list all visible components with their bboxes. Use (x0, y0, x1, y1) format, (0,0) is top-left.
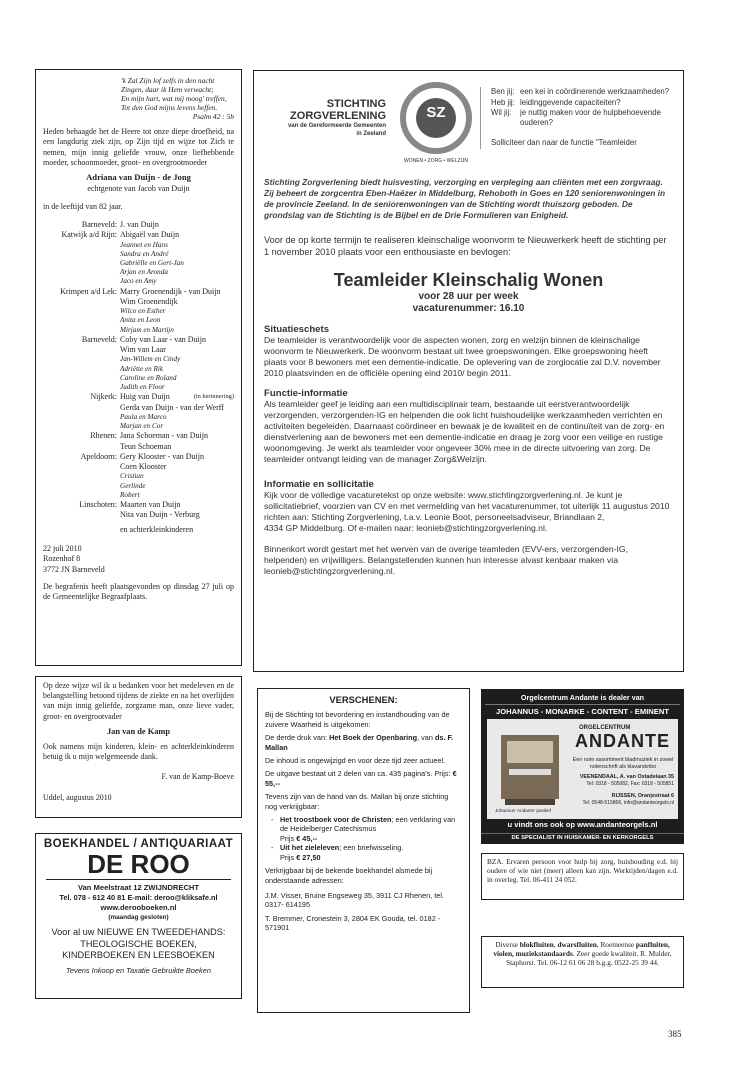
family-place (43, 462, 120, 472)
text-part: , van (417, 733, 435, 743)
family-place: Linschoten: (79, 500, 117, 510)
organ-logo-small: ORGELCENTRUM (579, 725, 631, 731)
job-intro: Stichting Zorgverlening biedt huisvesting, verzorging en verpleging aan cliënten met een zorgvraag. Zij beheert de zorgcentra Eben-Haëzer in Middelburg, Rehoboth in Goes en 120 seniorenwoningen in de provincie Zeeland. In de seniorenwoningen van de Stichting wordt thuiszorg geboden. De grondslag van de Stichting is de Bijbel en de Drie Formulieren van Enigheid. (264, 177, 666, 220)
logo-title: STICHTING (326, 98, 386, 110)
family-place (43, 442, 120, 452)
verse-line: Tot den God mijns levens heffen. (121, 103, 218, 112)
family-place: Nijkerk: (90, 392, 117, 402)
section-heading: Functie-informatie (264, 388, 348, 399)
address-line: Rozenhof 8 (43, 554, 81, 564)
job-vacancy: vacaturenummer: 16.10 (412, 303, 525, 314)
grandchildren: Gerlinde (120, 481, 146, 490)
family-name: Maarten van Duijn (120, 500, 181, 510)
verse (121, 76, 234, 121)
family-row (43, 230, 234, 240)
age-line: in de leeftijd van 82 jaar. (43, 201, 123, 211)
grandchildren: Adriëtte en Rik (120, 364, 164, 373)
contact-address: J.M. Visser, Bruine Engseweg 35, 3911 CJ Rhenen, tel. 0317- 614195 (265, 890, 445, 910)
organ-brands: JOHANNUS - MONARKE - CONTENT - EMINENT (485, 704, 680, 716)
deroo-name: DE ROO (46, 850, 231, 880)
question-key: Wil jij: (491, 107, 512, 117)
thanks-signature: F. van de Kamp-Boeve (161, 772, 234, 782)
flutes-ad (481, 936, 684, 988)
thanks-box (35, 676, 242, 818)
family-name: Coby van Laar - van Duijn (120, 334, 206, 344)
organ-image (495, 725, 565, 807)
family-row (43, 442, 234, 452)
section-text: De teamleider is verantwoordelijk voor de aspecten wonen, zorg en welzijn binnen de kleinschalige woonvorm te Nieuwerkerk. De woonvorm bestaat uit twee groepswoningen. Elke groepswoning heeft plaats voor 8 bewoners met een dementie-indicatie. De oplevering van de zorglocatie zal D.V. november 2010 plaatsvinden en de officiële opening eind 2010/ begin 2011. (264, 335, 661, 378)
text-part: Prijs (280, 833, 297, 843)
question-key: Ben jij: (491, 87, 515, 97)
family-row (43, 510, 234, 520)
organ-logo: ANDANTE (575, 731, 670, 751)
family-row (43, 287, 234, 297)
family-name: Jana Schoeman - van Duijn (120, 431, 208, 441)
family-row (43, 335, 234, 345)
page-number: 385 (668, 1029, 682, 1039)
question-value: je nuttig maken voor de hulpbehoevende ouderen? (520, 107, 661, 128)
solicit-line: Solliciteer dan naar de functie "Teamleider (491, 138, 637, 148)
obituary-box (35, 69, 242, 666)
book-title: Uit het zieleleven (280, 843, 340, 853)
family-place: Katwijk a/d Rijn: (61, 230, 117, 240)
text-part: De derde druk van: (265, 733, 330, 743)
family-name: Wim Groenendijk (120, 296, 178, 306)
section-text: Kijk voor de volledige vacaturetekst op onze website: www.stichtingzorgverlening.nl. Je kunt je sollicitatiebrief, voorzien van CV en met vermelding van het vacaturenummer, tot uiterlijk 11 augustus 2010 richten aan: Stichting Zorgverlening, t.a.v. Leonie Boot, personeelsadviseur, Briandlaan 2, (264, 490, 670, 522)
greatgrandchildren: en achterkleinkinderen (120, 524, 194, 534)
deroo-line: THEOLOGISCHE BOEKEN, (80, 938, 197, 949)
job-header (264, 77, 673, 164)
job-questions (491, 87, 673, 148)
section-heading: Situatieschets (264, 324, 330, 335)
obituary-intro: Heden behaagde het de Heere tot onze diepe droefheid, na een langdurig ziek zijn, op Zijn tijd en wijze tot Zich te nemen, mijn innig geliefde vrouw, onze liefhebbende moeder, schoonmoeder, groot- en overgrootmoeder (43, 127, 234, 167)
question-key: Heb jij: (491, 97, 515, 107)
section-text: Binnenkort wordt gestart met het werven van de overige teamleden (EVV-ers, verzorgenden-IG, helpenden) en vrijwilligers. Belangstellenden kunnen hun interesse alvast kenbaar maken via leonieb@stichtingzorgverlening.nl. (264, 544, 628, 576)
funeral-note: De begrafenis heeft plaatsgevonden op dinsdag 27 juli op de Gemeentelijke Begraafplaats. (43, 581, 234, 602)
verschenen-text: De inhoud is ongewijzigd en voor deze tijd zeer actueel. (265, 756, 446, 766)
organ-footer: DE SPECIALIST IN HUISKAMER- EN KERKORGELS (481, 833, 684, 841)
grandchildren: Marjan en Cor (120, 422, 164, 431)
question-value: een kei in coördinerende werkzaamheden? (520, 87, 670, 97)
price: € 27,50 (296, 852, 321, 862)
author-name: ds. F. Mallan (265, 733, 454, 752)
family-place (43, 403, 120, 413)
family-place: Rhenen: (90, 431, 117, 441)
section-text[interactable]: 4334 GP Middelburg. Of e-mailen naar: leonieb@stichtingzorgverlening.nl. (264, 523, 548, 533)
verschenen-text: Bij de Stichting tot bevordering en instandhouding van de zuivere Waarheid is uitgekomen: (265, 710, 450, 729)
deroo-heading: BOEKHANDEL / ANTIQUARIAAT (43, 838, 234, 850)
family-row (43, 220, 234, 230)
contact-address: T. Bremmer, Cronestein 3, 2804 EK Gouda, tel. 0182 - 571901 (265, 913, 441, 933)
address-line: 3772 JN Barneveld (43, 564, 105, 574)
family-name: Gery Klooster - van Duijn (120, 451, 204, 461)
family-name: J. van Duijn (120, 220, 159, 230)
grandchildren: Judith en Floor (120, 383, 165, 392)
family-row (43, 500, 234, 510)
deroo-line: Voor al uw NIEUWE EN TWEEDEHANDS: (51, 927, 226, 937)
deroo-ad (35, 833, 242, 999)
deceased-name: Adriana van Duijn - de Jong (86, 172, 191, 183)
grandchildren: Jaco en Amy (120, 277, 157, 286)
grandchildren: Mirjam en Martijn (120, 325, 174, 334)
thanks-place-date: Uddel, augustus 2010 (43, 792, 112, 802)
organ-photo (487, 719, 678, 819)
deroo-closed: (maandag gesloten) (108, 914, 169, 921)
thanks-name: Jan van de Kamp (106, 726, 171, 736)
grandchildren: Caroline en Roland (120, 373, 177, 382)
bza-text: BZA. Ervaren persoon voor hulp bij zorg, huishouding e.d. bij oudere of wie niet (meer) alleen kan zijn. Werktijden/dagen e.d. in overleg. Tel. 06-411 24 052. (487, 857, 678, 885)
logo-sub: in Zeeland (356, 131, 386, 137)
organ-phone: Tel: 0318 - 505082, Fax: 0318 - 505851 (586, 781, 674, 787)
logo-mark: SZ (426, 104, 446, 121)
verschenen-text (265, 733, 462, 752)
family-place: Apeldoorn: (80, 451, 117, 461)
family-name: Wim van Laar (120, 345, 166, 355)
family-row (43, 392, 234, 402)
thanks-text: Op deze wijze wil ik u bedanken voor het medeleven en de belangstelling betoond tijdens de ziekte en na het overlijden van mijn innig geliefde, zorgzame man, onze lieve vader, groot- en overgrootvader (43, 681, 234, 721)
text-part: ; een briefwisseling. (339, 843, 404, 853)
section-heading: Informatie en sollicitatie (264, 479, 374, 490)
verschenen-title: VERSCHENEN: (329, 694, 398, 705)
family-place: Krimpen a/d Lek: (60, 286, 117, 296)
grandchildren: Wilco en Esther (120, 307, 166, 316)
family-name: Teun Schoeman (120, 441, 172, 451)
text-part: , (553, 940, 558, 949)
verse-line: Zingen, daar ik Hem verwacht; (121, 85, 214, 94)
text-part: Diverse (495, 940, 520, 949)
family-name: Abigaël van Duijn (120, 230, 180, 240)
family-name: Marry Groenendijk - van Duijn (120, 286, 221, 296)
organ-ad (481, 689, 684, 844)
grandchildren: Jan-Willem en Cindy (120, 355, 181, 364)
book-item: - Het troostboek voor de Christen; een verklaring van de Heidelberger Catechismus Prijs € 45,-- (271, 815, 456, 843)
family-list (43, 220, 234, 521)
grandchildren: Robert (120, 490, 140, 499)
family-place: Barneveld: (81, 334, 117, 344)
deroo-contact: Tel. 078 - 612 40 81 E-mail: deroo@kliksafe.nl (59, 893, 218, 902)
family-row (43, 297, 234, 307)
text-part: . Zeer goede kwaliteit. R. Mulder, Staphorst. Tel. 06-12 61 06 28 b.g.g. 0522-25 39 44. (506, 949, 672, 968)
grandchildren: Arjan en Aronda (120, 268, 168, 277)
family-name: Coen Klooster (120, 462, 167, 472)
grandchildren: Anita en Leon (120, 316, 161, 325)
verse-line: 'k Zal Zijn lof zelfs in den nacht (121, 76, 215, 85)
verse-ref: Psalm 42 : 5b (192, 112, 234, 121)
sz-logo-text (268, 98, 386, 138)
family-place (43, 345, 120, 355)
verschenen-text: Tevens zijn van de hand van ds. Mallan bij onze stichting nog verkrijgbaar: (265, 792, 449, 811)
logo-title: ZORGVERLENING (290, 110, 386, 122)
family-place: Barneveld: (81, 220, 117, 230)
organ-caption: Johannus 'Andante' positief (495, 808, 551, 813)
family-name: Gerda van Duijn - van der Werff (120, 402, 224, 412)
thanks-text: Ook namens mijn kinderen, klein- en achterkleinkinderen betuig ik u mijn welgemeende dank. (43, 742, 234, 762)
organ-web[interactable]: u vindt ons ook op www.andanteorgels.nl (507, 820, 658, 829)
verschenen-box (257, 688, 470, 1013)
grandchildren: Gabriëlle en Gert-Jan (120, 259, 184, 268)
text-part: ; een verklaring van de Heidelberger Catechismus (280, 815, 456, 834)
family-place (43, 297, 120, 307)
family-row (43, 403, 234, 413)
grandchildren: Sandra en André (120, 249, 169, 258)
section-text: Als teamleider geef je leiding aan een multidisciplinair team, bestaande uit eerstverantwoordelijk verzorgenden, verzorgenden-IG en helpenden die ook licht huishoudelijke werkzaamheden verrichten en activiteiten begeleiden. Daarnaast coördineer en bewaak je de kwaliteit en de continuïteit van de zorg- en dienstverlening aan de bewoners met een dementie-indicatie en draag je zorg voor een veilige en rustige woonomgeving. Je werkt als teamleider voor ongeveer 30% mee in de directe uitvoering van zorg. De teamleider ontvangt leiding van de manager Zorg&Welzijn. (264, 399, 665, 464)
book-title: Het troostboek voor de Christen (280, 815, 392, 825)
family-row (43, 345, 234, 355)
job-lead: Voor de op korte termijn te realiseren kleinschalige woonvorm te Nieuwerkerk heeft de stichting per 1 november 2010 plaats voor een enthousiaste en bevlogen: (264, 235, 667, 257)
deroo-address: Van Meelstraat 12 ZWIJNDRECHT (77, 883, 200, 892)
product: dwarsfluiten (557, 940, 597, 949)
organ-phone: Tel: 0548-515866, info@andanteorgels.nl (582, 800, 674, 806)
family-name: Huig van Duijn (120, 392, 170, 402)
family-row (43, 462, 234, 472)
text-part: , Roemeense (596, 940, 636, 949)
job-ad (253, 70, 684, 672)
grandchildren: Jeannet en Hans (120, 240, 168, 249)
spouse-line: echtgenote van Jacob van Duijn (87, 184, 190, 194)
bza-ad (481, 853, 684, 900)
verschenen-text (265, 769, 462, 788)
grandchildren: Paula en Marco (120, 412, 167, 421)
organ-address: RIJSSEN, Oranjestraat 6 (611, 793, 674, 799)
deroo-tagline: Tevens Inkoop en Taxatie Gebruikte Boeken (66, 965, 211, 975)
family-name: Nita van Duijn - Verburg (120, 510, 200, 520)
price: € 55,-- (265, 769, 457, 788)
deroo-line: KINDERBOEKEN EN LEESBOEKEN (62, 950, 215, 960)
organ-desc: Een ruim assortiment bladmuziek in zowel notenschrift als klavarskribo (572, 757, 674, 770)
text-part: Prijs (280, 852, 297, 862)
logo-sub: van de Gereformeerde Gemeenten (287, 123, 386, 129)
book-item: - Uit het zieleleven; een briefwisseling. Prijs € 27,50 (271, 843, 404, 862)
verschenen-text: Verkrijgbaar bij de bekende boekhandel alsmede bij onderstaande adressen: (265, 866, 433, 885)
job-hours: voor 28 uur per week (418, 291, 519, 302)
memory-note: (in herinnering) (193, 393, 234, 401)
product: panfluiten, violen, muziekstandaards (493, 940, 670, 959)
verse-line: En mijn hart, wat mij moog' treffen, (121, 94, 227, 103)
grandchildren: Cristian (120, 472, 144, 481)
sz-logo-icon (400, 82, 472, 164)
family-row (43, 431, 234, 441)
obituary-date: 22 juli 2010 (43, 543, 82, 553)
text-part: De uitgave bestaat uit 2 delen van ca. 435 pagina's. Prijs: (265, 769, 453, 779)
job-title: Teamleider Kleinschalig Wonen (333, 270, 604, 290)
family-place (43, 510, 120, 520)
organ-top: Orgelcentrum Andante is dealer van (520, 693, 645, 702)
question-value: leidinggevende capaciteiten? (520, 97, 621, 107)
logo-ring-text: WONEN • ZORG • WELZIJN (403, 158, 469, 164)
book-title: Het Boek der Openbaring (329, 733, 418, 743)
family-row (43, 452, 234, 462)
deroo-web[interactable]: www.derooboeken.nl (100, 903, 177, 912)
organ-address: VEENENDAAL, A. van Ostadelaan 35 (579, 774, 674, 780)
price: € 45,-- (296, 833, 318, 843)
product: blokfluiten (519, 940, 554, 949)
